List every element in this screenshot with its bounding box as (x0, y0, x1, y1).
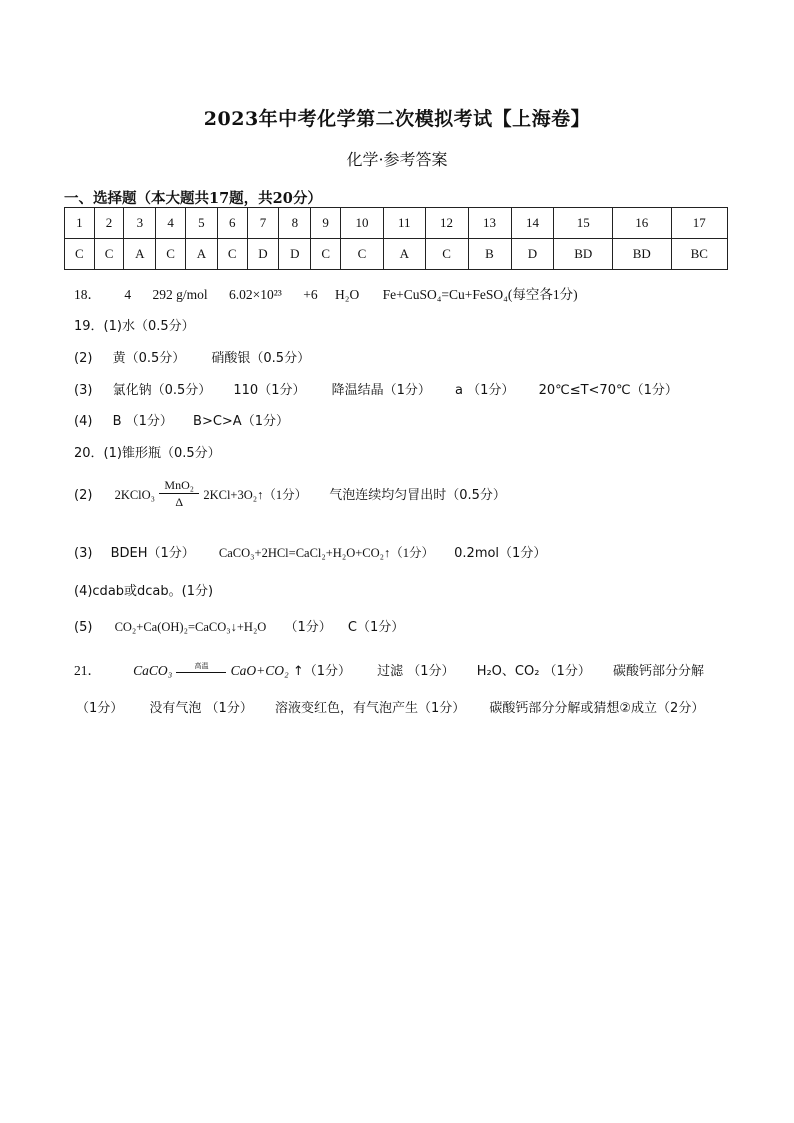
table-cell: 6 (217, 208, 247, 239)
q18-answer-3: 6.02×10²³ (229, 287, 282, 302)
reaction-condition (159, 478, 199, 509)
reaction-condition (176, 662, 226, 674)
table-cell: 1 (65, 208, 95, 239)
table-cell: C (94, 239, 124, 270)
q18-answer-1: 4 (124, 287, 132, 302)
q20-3-answer-c: 0.2mol（1分） (454, 546, 547, 561)
table-cell: A (124, 239, 156, 270)
q18-answer-2: 292 g/mol (152, 287, 208, 302)
q19-line-4 (74, 410, 289, 429)
q19-line-2 (74, 347, 310, 366)
table-cell: BD (554, 239, 613, 270)
q19-3-answer-a: 氯化钠（0.5分） (112, 383, 212, 398)
q19-part-number: (2) (74, 351, 93, 366)
q19-2-answer-a: 黄（0.5分） (112, 351, 186, 366)
condition-label: 高温 (194, 661, 209, 670)
table-cell: C (311, 239, 341, 270)
table-cell: D (247, 239, 279, 270)
reaction-arrow (159, 493, 199, 494)
q21-answer-3: H₂O、CO₂ （1分） (476, 664, 591, 679)
q21-line-1 (74, 659, 704, 679)
catalyst-label: MnO₂ (164, 478, 194, 492)
q21-answer-6: 没有气泡 （1分） (149, 701, 253, 716)
q19-4-answer-b: B>C>A（1分） (193, 414, 289, 429)
q21-product: CaO+CO₂ (230, 663, 289, 678)
q20-5-equation: CO₂+Ca(OH)₂=CaCO₃↓+H₂O (114, 620, 267, 634)
section-heading: 一、选择题（本大题共17题，共20分） (64, 190, 322, 207)
table-cell: 11 (383, 208, 425, 239)
table-cell: 14 (511, 208, 554, 239)
q18-number: 18． (74, 287, 101, 302)
table-cell: 15 (554, 208, 613, 239)
q19-3-answer-e: 20℃≤T<70℃（1分） (538, 383, 678, 398)
table-cell: 13 (468, 208, 511, 239)
q18-line (74, 283, 578, 303)
q21-reactant: CaCO₃ (133, 663, 173, 678)
table-cell: 8 (279, 208, 311, 239)
q21-answer-2: 过滤 （1分） (377, 664, 455, 679)
q20-3-answer-b: CaCO₃+2HCl=CaCl₂+H₂O+CO₂↑（1分） (218, 546, 434, 560)
table-cell: 9 (311, 208, 341, 239)
q20-line-5 (74, 616, 404, 635)
q18-answer-5: H₂O (334, 287, 360, 302)
q19-part-number: (3) (74, 383, 93, 398)
table-cell: C (425, 239, 468, 270)
q19-part-number: (4) (74, 414, 93, 429)
heat-label: Δ (175, 495, 184, 509)
q20-2-product: 2KCl+3O₂↑（1分） (203, 488, 308, 502)
q19-3-answer-c: 降温结晶（1分） (331, 383, 431, 398)
q20-line-3 (74, 542, 546, 561)
table-cell: 17 (671, 208, 727, 239)
table-cell: C (217, 239, 247, 270)
q19-line-3 (74, 379, 678, 398)
table-cell: C (156, 239, 186, 270)
table-cell: B (468, 239, 511, 270)
table-cell: D (279, 239, 311, 270)
table-cell: 7 (247, 208, 279, 239)
q21-answer-4: 碳酸钙部分分解 (612, 664, 704, 679)
q19-4-answer-a: B （1分） (112, 414, 173, 429)
q21-answer-8: 碳酸钙部分分解或猜想②成立（2分） (489, 701, 705, 716)
page-title: 2023年中考化学第二次模拟考试【上海卷】 (203, 108, 591, 130)
q18-answer-4: +6 (303, 287, 318, 302)
q21-number: 21． (74, 663, 101, 678)
answer-table (64, 207, 728, 270)
q20-2-answer-b: 气泡连续均匀冒出时（0.5分） (329, 488, 506, 503)
q20-line-2 (74, 480, 506, 511)
table-cell: C (341, 239, 384, 270)
q21-answer-5: （1分） (76, 701, 124, 716)
table-cell: 2 (94, 208, 124, 239)
page-subtitle: 化学·参考答案 (346, 150, 448, 169)
table-cell: D (511, 239, 554, 270)
q20-part-number: (5) (74, 620, 93, 635)
q20-line-1: 20．(1)锥形瓶（0.5分） (74, 446, 221, 461)
q21-line-2 (76, 697, 704, 716)
q20-part-number: (3) (74, 546, 93, 561)
q21-score: ↑（1分） (292, 664, 351, 679)
q20-line-4: (4)cdab或dcab。(1分) (74, 584, 214, 599)
table-cell: 16 (613, 208, 672, 239)
table-cell: 10 (341, 208, 384, 239)
table-row-numbers (65, 208, 728, 239)
q20-5-score: （1分） (284, 620, 332, 635)
table-cell: 5 (185, 208, 217, 239)
table-cell: BD (613, 239, 672, 270)
q18-answer-6: Fe+CuSO₄=Cu+FeSO₄(每空各1分) (382, 287, 578, 302)
table-cell: A (383, 239, 425, 270)
q20-5-answer-c: C（1分） (347, 620, 405, 635)
table-cell: C (65, 239, 95, 270)
q20-2-reactant: 2KClO₃ (114, 488, 156, 502)
table-row-answers (65, 239, 728, 270)
table-cell: 3 (124, 208, 156, 239)
table-cell: 12 (425, 208, 468, 239)
q19-3-answer-d: a （1分） (455, 383, 515, 398)
q19-3-answer-b: 110（1分） (233, 383, 306, 398)
q20-part-number: (2) (74, 488, 93, 503)
table-cell: BC (671, 239, 727, 270)
q19-2-answer-b: 硝酸银（0.5分） (211, 351, 311, 366)
q19-line-1: 19．(1)水（0.5分） (74, 319, 195, 334)
q21-answer-7: 溶液变红色，有气泡产生（1分） (274, 701, 466, 716)
table-cell: A (185, 239, 217, 270)
q20-3-answer-a: BDEH（1分） (110, 546, 195, 561)
reaction-arrow (176, 672, 226, 673)
table-cell: 4 (156, 208, 186, 239)
